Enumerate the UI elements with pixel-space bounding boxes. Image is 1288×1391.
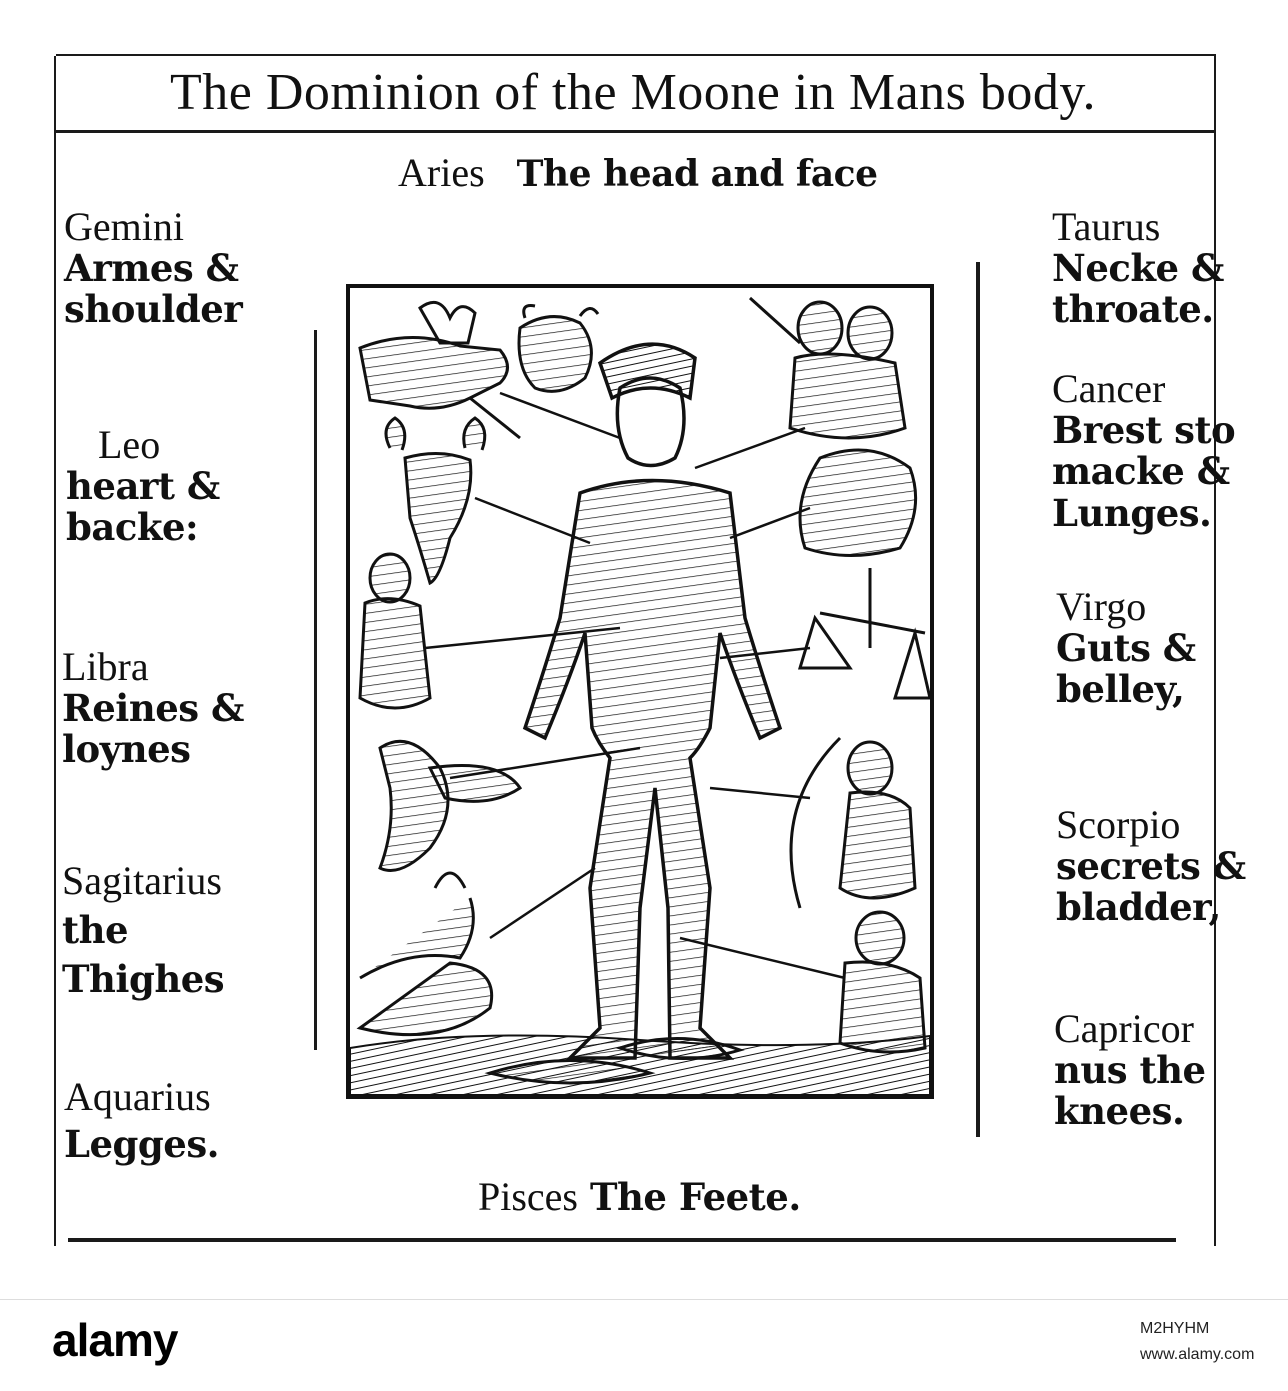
libra-part-1: Reines & [62,686,244,730]
twins-figure [750,298,905,438]
aries-label [398,152,878,194]
capricornus-label [1054,1008,1206,1133]
libra-label [62,646,244,771]
divider-left [314,330,317,1050]
alamy-logo: alamy [52,1314,178,1366]
image-code: M2HYHM [1140,1320,1210,1337]
virgo-sign: Virgo [1056,584,1147,629]
frame-top-line [56,54,1216,56]
virgo-part-2: belley, [1056,667,1185,712]
cancer-sign: Cancer [1052,366,1166,411]
aquarius-label [64,1076,219,1165]
virgin-figure [360,554,430,708]
zodiac-man-woodcut [346,284,934,1099]
virgo-part-1: Guts & [1056,626,1196,670]
leo-label [66,424,220,549]
leo-part-1: heart & [66,464,220,508]
page-title: The Dominion of the Moone in Mans body. [169,64,1097,121]
woodcut-svg [350,288,930,1095]
lion-figure [800,450,916,556]
waterbearer-figure [840,912,925,1052]
scorpio-part-1: secrets & [1056,844,1246,888]
pisces-label [478,1176,801,1218]
aries-part: The head and face [516,153,878,195]
libra-part-2: loynes [62,727,191,772]
frame-left-line [54,56,56,1246]
cancer-part-2: macke & [1052,449,1230,494]
leo-sign: Leo [98,422,161,467]
watermark-url: www.alamy.com [1140,1346,1255,1363]
taurus-part-2: throate. [1052,287,1214,332]
capricornus-sign: Capricor [1054,1006,1194,1051]
leo-part-2: backe: [66,505,199,550]
title-rule [56,130,1216,133]
capricornus-part-2: knees. [1054,1089,1185,1134]
sagitarius-part-2: Thighes [62,957,225,1002]
scorpion-figure [380,741,520,870]
taurus-sign: Taurus [1052,204,1161,249]
scorpio-part-2: bladder, [1056,885,1221,930]
sagitarius-sign: Sagitarius [62,858,222,903]
virgo-label [1056,586,1196,711]
frame-bottom-line [68,1238,1176,1242]
gemini-label [64,206,242,331]
sagitarius-part-1: the [62,908,129,952]
libra-sign: Libra [62,644,149,689]
gemini-part-2: shoulder [64,287,243,332]
aquarius-part-1: Legges. [64,1122,220,1166]
scorpio-label [1056,804,1246,929]
aries-sign: Aries [398,150,485,195]
sagitarius-label [62,860,224,1001]
scorpio-sign: Scorpio [1056,802,1181,847]
scales-figure [800,568,930,698]
bull-figure [519,306,598,392]
goat-figure [360,873,492,1035]
cancer-label [1052,368,1235,534]
cancer-part-1: Brest sto [1052,408,1236,452]
gemini-part-1: Armes & [64,246,239,290]
pisces-part: The Feete. [590,1175,801,1219]
aquarius-sign: Aquarius [64,1074,211,1119]
pisces-sign: Pisces [478,1174,578,1219]
archer-figure [791,738,915,908]
gemini-sign: Gemini [64,204,184,249]
ram-figure [360,302,520,438]
watermark-band [0,1299,1288,1391]
capricornus-part-1: nus the [1054,1048,1206,1092]
divider-right [976,262,980,1137]
taurus-label [1052,206,1224,331]
taurus-part-1: Necke & [1052,246,1224,290]
cancer-part-3: Lunges. [1052,490,1212,535]
